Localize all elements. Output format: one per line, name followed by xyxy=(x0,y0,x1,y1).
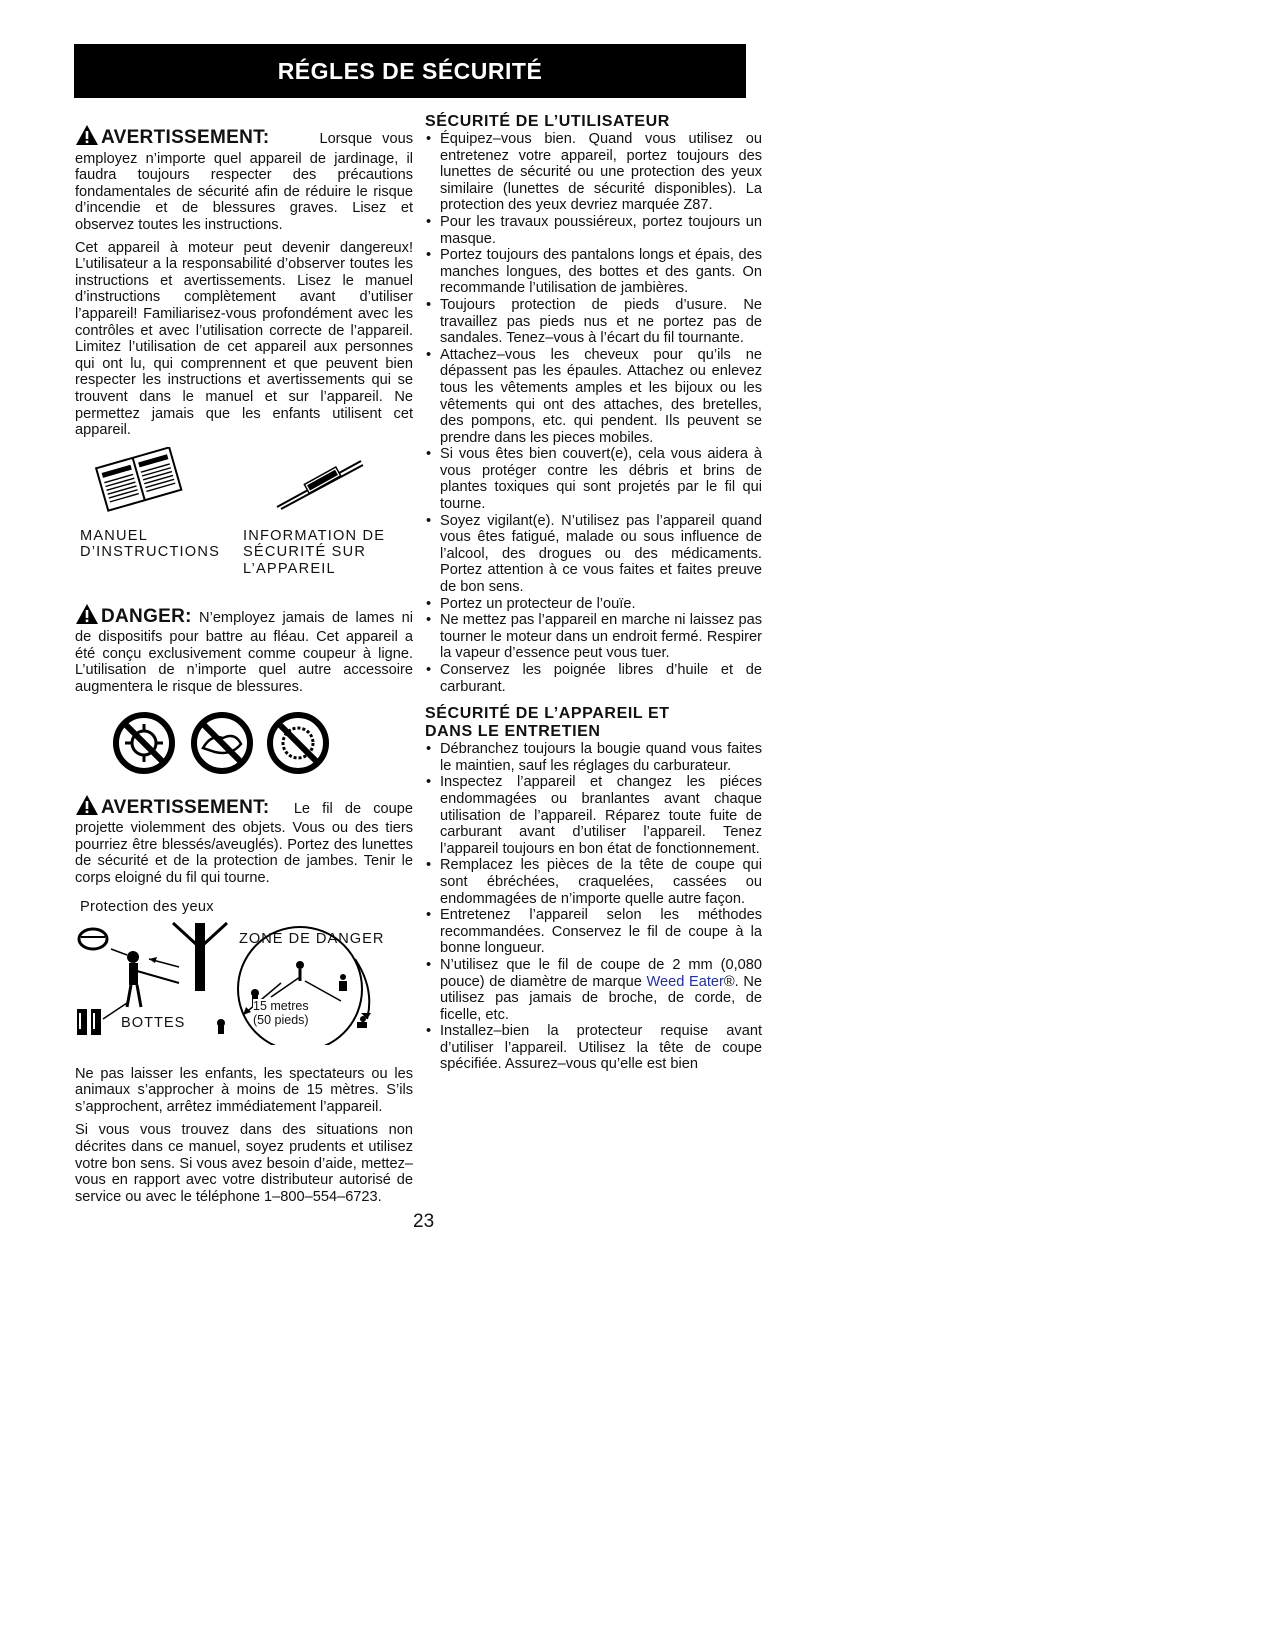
prohibited-attachments-figure xyxy=(75,710,413,782)
no-flail-icon xyxy=(189,710,255,776)
distance-feet: (50 pieds) xyxy=(253,1012,309,1027)
list-item: • Si vous êtes bien couvert(e), cela vous aidera à vous protéger contre les débris et brins de plantes toxiques qui sont projetés par le fil qui tourne. xyxy=(425,446,762,512)
manual-figures xyxy=(75,447,413,597)
list-item: • Remplacez les pièces de la tête de coupe qui sont ébréchées, craquelées, cassées ou endommagées de n’importe quelle autre façon. xyxy=(425,857,762,907)
boots-icon xyxy=(77,1009,101,1035)
warning-text: projette violemment des objets. Vous ou des tiers pourriez être blessés/aveuglés). Portez des lunettes de sécurité et de la protection de jambes. Tenir le corps eloigné du fil qui tourne. xyxy=(75,820,413,887)
maintenance-safety-heading xyxy=(425,705,762,741)
list-item: • Portez un protecteur de l’ouïe. xyxy=(425,596,762,613)
bystanders-paragraph: Ne pas laisser les enfants, les spectateurs ou les animaux s’approcher à moins de 15 mètres. S’ils s’approchent, arrêtez immédiatement l’appareil. xyxy=(75,1065,413,1115)
list-item-text: N’utilisez que le fil de coupe de 2 mm (0,080 pouce) de diamètre de marque xyxy=(440,956,762,990)
operator-responsibility-paragraph: Cet appareil à moteur peut devenir dangereux! L’utilisateur a la responsabilité d’observer toutes les instructions et avertissements. Lisez le manuel d’instructions complètement avant d’utiliser l’appareil! Familiarisez-vous profondément avec les contrôles et avec l’utilisation correcte de l’appareil. Limitez l’utilisation de cet appareil aux personnes qui ont lu, qui comprennent et que peuvent bien respecter les instructions et avertissements qui se trouvent dans le manuel et sur l’appareil. Ne permettez jamais que les enfants utilisent cet appareil. xyxy=(75,239,413,439)
decal-caption xyxy=(243,528,385,578)
heading-line: SÉCURITÉ DE L’APPAREIL ET xyxy=(425,705,670,723)
danger-label: DANGER: xyxy=(101,605,192,627)
decal-caption-line: L’APPAREIL xyxy=(243,560,336,577)
warning-label: AVERTISSEMENT: xyxy=(101,796,270,818)
list-item: • Toujours protection de pieds d’usure. Ne travaillez pas pieds nus et ne portez pas de sandales. Tenez–vous à l’écart du fil tournante. xyxy=(425,297,762,347)
help-paragraph: Si vous vous trouvez dans des situations non décrites dans ce manuel, soyez prudents et utilisez votre bon sens. Si vous avez besoin d’aide, mettez–vous en rapport avec votre distributeur autorisé de service ou avec le téléphone 1–800–554–6723. xyxy=(75,1122,413,1205)
eye-protection-label: Protection des yeux xyxy=(80,898,214,915)
danger-zone-label: ZONE DE DANGER xyxy=(239,930,385,947)
decal-caption-line: INFORMATION DE xyxy=(243,527,386,544)
user-safety-heading: SÉCURITÉ DE L’UTILISATEUR xyxy=(425,113,670,130)
warning-lead: Le fil de coupe xyxy=(293,800,413,817)
warning-label: AVERTISSEMENT: xyxy=(101,127,270,148)
page-title: RÉGLES DE SÉCURITÉ xyxy=(277,57,543,84)
warning-block-thrown-objects xyxy=(75,794,413,887)
danger-text: N’employez jamais de lames ni de dispositifs pour battre au fléau. Cet appareil a été conçu exclusivement comme coupeur à ligne. L’utilisation de n’importe quel autre accessoire augmentera le risque de blessures. xyxy=(75,609,413,696)
list-item: • Installez–bien la protecteur requise avant d’utiliser l’appareil. Utilisez la tête de coupe spécifiée. Assurez–vous qu’elle est bien xyxy=(425,1023,762,1073)
list-item xyxy=(425,957,762,1023)
page-title-banner xyxy=(74,44,746,98)
maintenance-safety-list xyxy=(425,741,762,1073)
list-item-text: ®. Ne utilisez pas jamais de broche, de corde, de ficelle, etc. xyxy=(440,973,762,1023)
no-saw-blade-icon xyxy=(265,710,331,776)
danger-zone-figure xyxy=(75,891,413,1046)
right-column xyxy=(425,113,762,1081)
list-item: • Pour les travaux poussiéreux, portez toujours un masque. xyxy=(425,214,762,247)
distance-meters: 15 metres xyxy=(253,998,309,1013)
warning-triangle-icon xyxy=(75,794,99,821)
manual-caption xyxy=(80,528,220,561)
list-item: • Entretenez l’appareil selon les méthodes recommandées. Conservez le fil de coupe à la bonne longueur. xyxy=(425,907,762,957)
distance-label xyxy=(253,999,309,1027)
boots-label: BOTTES xyxy=(121,1014,186,1031)
page-number: 23 xyxy=(413,1211,435,1232)
list-item: • Attachez–vous les cheveux pour qu’ils ne dépassent pas les épaules. Attachez ou enlevez tous les vêtements amples et les bijoux ou les vêtements qui ont des attaches, des bretelles, des pompons, etc. qui pendent. Ils peuvent se prendre dans les pieces mobiles. xyxy=(425,347,762,447)
decal-caption-line: SÉCURITÉ SUR xyxy=(243,544,367,561)
manual-caption-line: D’INSTRUCTIONS xyxy=(80,544,221,561)
list-item: • Débranchez toujours la bougie quand vous faites le maintien, sauf les réglages du carburateur. xyxy=(425,741,762,774)
list-item: • Soyez vigilant(e). N’utilisez pas l’appareil quand vous êtes fatigué, malade ou sous influence de l’alcool, des drogues ou des médicaments. Portez attention à ce vous faites et faites preuve de bon sens. xyxy=(425,513,762,596)
goggles-icon xyxy=(79,929,107,949)
instruction-manual-icon xyxy=(93,447,185,513)
danger-block xyxy=(75,603,413,696)
manual-caption-line: MANUEL xyxy=(80,527,149,544)
tree-figure xyxy=(173,923,227,991)
list-item: • Conservez les poignée libres d’huile et de carburant. xyxy=(425,662,762,695)
safety-decal-icon xyxy=(273,455,365,511)
warning-triangle-icon xyxy=(75,124,99,151)
list-item: • Ne mettez pas l’appareil en marche ni laissez pas tourner le moteur dans un endroit fermé. Respirer la vapeur d’essence peut vous tuer. xyxy=(425,612,762,662)
no-blade-icon xyxy=(111,710,177,776)
list-item: • Portez toujours des pantalons longs et épais, des manches longues, des bottes et des gants. On recommande l’utilisation de jambières. xyxy=(425,247,762,297)
warning-triangle-icon xyxy=(75,603,99,630)
left-column xyxy=(75,124,413,1212)
weed-eater-link[interactable]: Weed Eater xyxy=(646,973,724,990)
heading-line: DANS LE ENTRETIEN xyxy=(425,723,601,741)
warning-block-general xyxy=(75,124,413,234)
warning-lead: Lorsque vous xyxy=(319,131,413,147)
list-item: • Inspectez l’appareil et changez les piéces endommagées ou branlantes avant chaque utilisation de l’appareil. Réparez toute fuite de carburant avant d’utiliser l’appareil. Tenez l’appareil toujours en bon état de fonctionnement. xyxy=(425,774,762,857)
warning-text: employez n’importe quel appareil de jardinage, il faudra toujours respecter des précautions fondamentales de sécurité afin de réduire le risque d’incendie et de blessures graves. Lisez et observez toutes les instructions. xyxy=(75,150,413,233)
user-safety-list xyxy=(425,131,762,695)
list-item: • Équipez–vous bien. Quand vous utilisez ou entretenez votre appareil, portez toujours des lunettes de sécurité ou une protection des yeux similaire (lunettes de sécurité disponibles). La protection des yeux devriez marquée Z87. xyxy=(425,131,762,214)
